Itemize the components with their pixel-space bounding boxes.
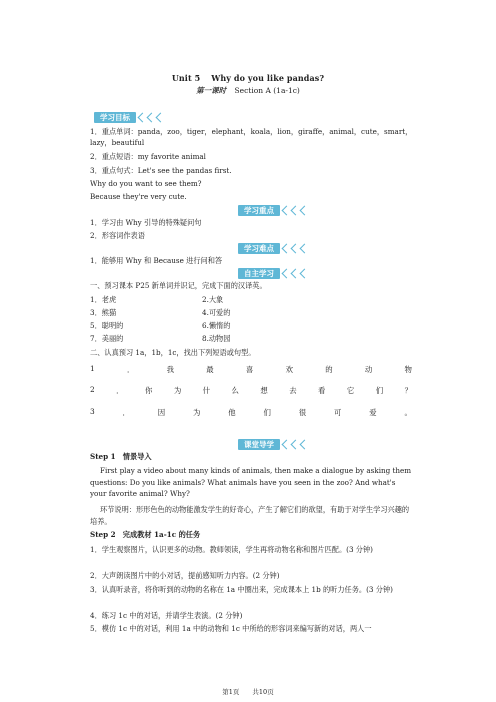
phrase-char: ？ [404, 386, 412, 395]
goals-banner [94, 112, 166, 123]
goals-line: Why do you want to see them? [90, 179, 202, 188]
phrase-char: 我 [166, 365, 175, 374]
phrase-char: 去 [289, 386, 297, 395]
goals-banner-label: 学习目标 [94, 112, 136, 123]
step2-task: 4．练习 1c 中的对话，并请学生表演。(2 分钟) [90, 611, 243, 620]
phrase-char: 喜 [245, 365, 254, 374]
chevrons-icon [283, 441, 310, 448]
phrase-char: 们 [375, 386, 384, 395]
step2-task: 1．学生观察图片，认识更多的动物。教师领读，学生再将动物名称和图片匹配。(3 分钟) [90, 545, 373, 554]
chevrons-icon [283, 245, 310, 252]
phrase-char: ． [126, 365, 135, 374]
step1-text: First play a video about many kinds of animals, then make a dialogue by asking them questions: Do you like animals? What animals have you seen in the zoo? And what's your favorite animal? Why? [90, 466, 412, 498]
vocab-item: 7．美丽的 [90, 334, 124, 343]
phrase-char: 2 [90, 385, 95, 394]
phrase-char: 可 [334, 408, 342, 417]
focus-banner [238, 205, 310, 216]
phrase-char: 1 [90, 364, 95, 373]
class-guide-banner [238, 439, 310, 450]
vocab-item: 6.懒惰的 [202, 321, 231, 330]
vocab-item: 5．聪明的 [90, 321, 124, 330]
page-footer: 第1页 共10页 [222, 688, 274, 696]
step2-task: 3．认真听录音，将你听到的动物的名称在 1a 中圈出来，完成课本上 1b 的听力任务。(3 分钟) [90, 585, 393, 594]
difficulty-banner [238, 243, 310, 254]
phrase-char: 很 [298, 408, 307, 417]
chevrons-icon [139, 114, 166, 121]
step2-title: Step 2 完成教材 1a-1c 的任务 [90, 530, 201, 539]
difficulty-line: 1．能够用 Why 和 Because 进行问和答 [90, 256, 223, 265]
phrase-char: 因 [157, 408, 166, 417]
phrase-char: 为 [173, 386, 182, 395]
vocab-item: 8.动物园 [202, 334, 231, 343]
class-guide-banner-label: 课堂导学 [238, 439, 280, 450]
phrase-char: 爱 [369, 408, 377, 417]
vocab-item: 1．老虎 [90, 295, 117, 304]
step1-note: 环节说明：形形色色的动物能激发学生的好奇心，产生了解它们的欲望，有助于对学生学习兴趣的培养。 [90, 505, 410, 526]
phrase-char: 动 [364, 365, 373, 374]
self-study-banner-label: 自主学习 [238, 268, 280, 279]
step2-task: 2．大声朗读图片中的小对话，提前感知听力内容。(2 分钟) [90, 571, 280, 580]
goals-line: 1．重点单词：panda，zoo，tiger，elephant，koala，lion，giraffe，animal，cute，smart， [90, 127, 413, 136]
focus-banner-label: 学习重点 [238, 205, 280, 216]
vocab-item: 3．熊猫 [90, 308, 117, 317]
lesson-label: 第一课时 [196, 86, 227, 95]
phrase-char: 的 [325, 365, 333, 374]
chevrons-icon [283, 270, 310, 277]
goals-line: 2．重点短语：my favorite animal [90, 152, 206, 161]
phrase-char: 想 [260, 386, 268, 395]
phrase-char: 为 [193, 408, 201, 417]
vocab-item: 2.大象 [202, 295, 224, 304]
phrase-char: 么 [231, 386, 239, 395]
page-title: Unit 5 Why do you like pandas? [171, 73, 325, 83]
step1-title: Step 1 情景导入 [90, 452, 152, 461]
phrase-char: 什 [202, 386, 211, 395]
difficulty-banner-label: 学习难点 [238, 243, 280, 254]
self-study-intro: 二、认真预习 1a，1b，1c，找出下列短语或句型。 [90, 348, 256, 357]
phrase-char: 欢 [285, 365, 293, 374]
page-subtitle [0, 85, 496, 96]
phrase-char: 你 [144, 386, 153, 395]
phrase-char: 他 [228, 408, 236, 417]
goals-line: 3．重点句式：Let's see the pandas first. [90, 166, 232, 175]
goals-line: lazy，beautiful [90, 138, 145, 147]
step2-task: 5．模仿 1c 中的对话，利用 1a 中的动物和 1c 中所给的形容词来编写新的对话，两人一 [90, 624, 372, 633]
section-label: Section A (1a-1c) [234, 86, 300, 95]
self-study-banner [238, 268, 310, 279]
focus-line: 1．学习由 Why 引导的特殊疑问句 [90, 218, 202, 227]
vocab-item: 4.可爱的 [202, 308, 231, 317]
phrase-char: 3 [90, 407, 95, 416]
phrase-char: 。 [404, 408, 412, 417]
phrase-line [90, 364, 412, 375]
phrase-char: ． [116, 386, 124, 395]
chevrons-icon [283, 207, 310, 214]
phrase-char: 看 [318, 386, 326, 395]
goals-line: Because they're very cute. [90, 192, 187, 201]
phrase-char: ． [122, 408, 130, 417]
self-study-intro: 一、预习课本 P25 新单词并识记，完成下面的汉译英。 [90, 281, 267, 290]
phrase-char: 它 [346, 386, 355, 395]
focus-line: 2．形容词作表语 [90, 231, 145, 240]
phrase-line [90, 407, 412, 418]
phrase-line [90, 385, 412, 396]
phrase-char: 最 [206, 365, 214, 374]
phrase-char: 物 [404, 365, 412, 374]
phrase-char: 们 [263, 408, 271, 417]
